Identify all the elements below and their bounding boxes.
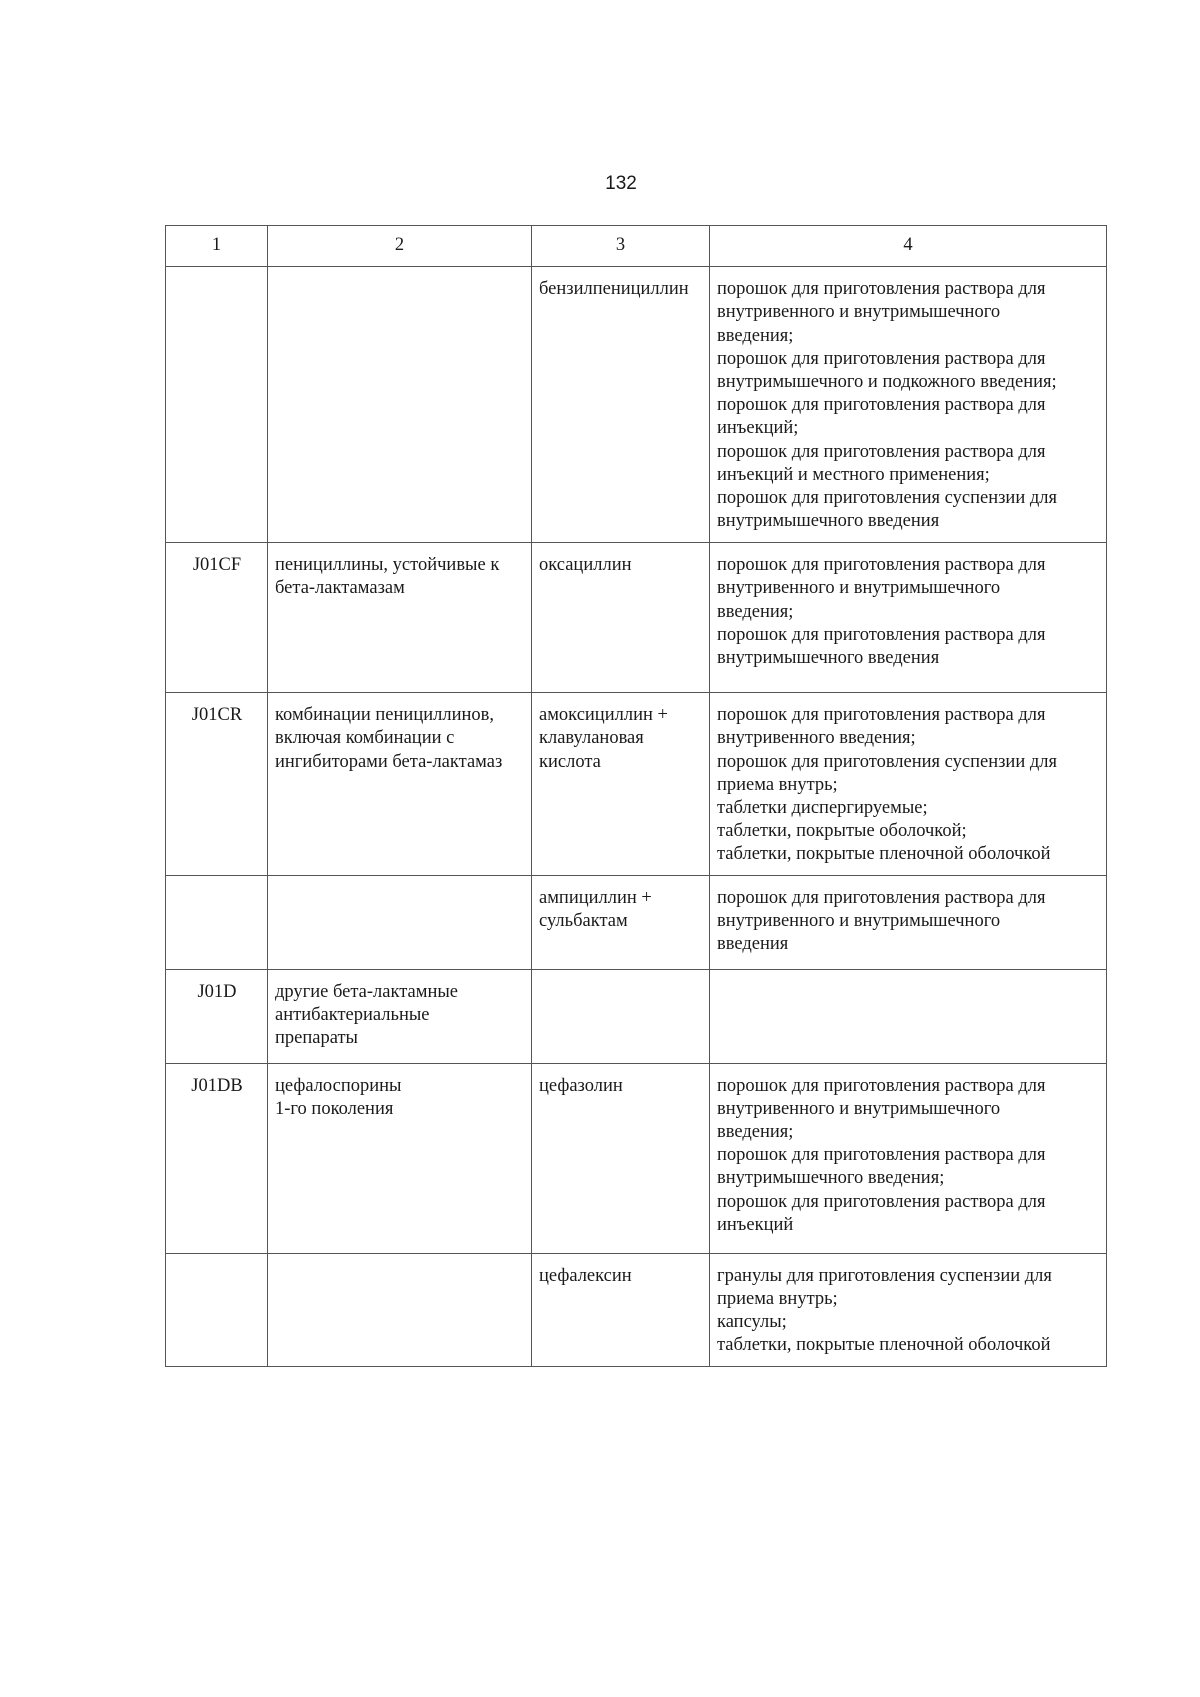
atc-code-cell: J01CF bbox=[166, 543, 268, 693]
cell-text-line: порошок для приготовления раствора для bbox=[717, 1145, 1046, 1166]
cell-text-line: кислота bbox=[539, 751, 601, 772]
cell-text-line: порошок для приготовления раствора для bbox=[717, 441, 1046, 462]
group-name-cell bbox=[268, 543, 532, 693]
cell-text-line: таблетки, покрытые пленочной оболочкой bbox=[717, 1335, 1051, 1356]
page-number: 132 bbox=[605, 173, 637, 194]
cell-text-line: введения; bbox=[717, 1122, 794, 1143]
cell-text-line: порошок для приготовления раствора для bbox=[717, 279, 1046, 300]
cell-text-line: внутримышечного введения; bbox=[717, 1168, 945, 1189]
cell-text-line: комбинации пенициллинов, bbox=[275, 705, 494, 726]
cell-text-line: порошок для приготовления раствора для bbox=[717, 887, 1046, 908]
dosage-forms-cell bbox=[710, 969, 1107, 1063]
group-name-cell bbox=[268, 1063, 532, 1253]
atc-code-cell: J01CR bbox=[166, 693, 268, 875]
cell-text-line: приема внутрь; bbox=[717, 1288, 838, 1309]
cell-text-line: внутривенного и внутримышечного bbox=[717, 910, 1001, 931]
cell-text-line: приема внутрь; bbox=[717, 774, 838, 795]
column-header-4: 4 bbox=[710, 226, 1107, 267]
dosage-forms-cell bbox=[710, 693, 1107, 875]
atc-code-cell bbox=[166, 267, 268, 543]
column-header-2: 2 bbox=[268, 226, 532, 267]
cell-text-line: бензилпенициллин bbox=[539, 279, 689, 300]
cell-text-line: инъекций и местного применения; bbox=[717, 464, 990, 485]
cell-text-line: порошок для приготовления раствора для bbox=[717, 555, 1046, 576]
cell-text-line: другие бета-лактамные bbox=[275, 981, 459, 1002]
cell-text-line: порошок для приготовления раствора для bbox=[717, 1075, 1046, 1096]
cell-text-line: цефалоспорины bbox=[275, 1075, 402, 1096]
drug-name-cell bbox=[532, 1063, 710, 1253]
drug-table bbox=[165, 225, 1107, 1367]
drug-name-cell bbox=[532, 1253, 710, 1366]
cell-text-line: инъекций; bbox=[717, 418, 799, 439]
cell-text-line: бета-лактамазам bbox=[275, 578, 405, 599]
cell-text-line: цефалексин bbox=[539, 1265, 632, 1286]
group-name-cell bbox=[268, 875, 532, 969]
column-header-1: 1 bbox=[166, 226, 268, 267]
cell-text-line: таблетки, покрытые пленочной оболочкой bbox=[717, 844, 1051, 865]
group-name-cell bbox=[268, 693, 532, 875]
cell-text-line: амоксициллин + bbox=[539, 705, 668, 726]
group-name-cell bbox=[268, 969, 532, 1063]
cell-text-line: внутривенного введения; bbox=[717, 728, 916, 749]
dosage-forms-cell bbox=[710, 543, 1107, 693]
cell-text-line: внутримышечного и подкожного введения; bbox=[717, 372, 1057, 393]
table-header-row bbox=[166, 226, 1107, 267]
table-row bbox=[166, 969, 1107, 1063]
column-header-3: 3 bbox=[532, 226, 710, 267]
cell-text-line: препараты bbox=[275, 1028, 358, 1049]
dosage-forms-cell bbox=[710, 1063, 1107, 1253]
table-row bbox=[166, 543, 1107, 693]
cell-text-line: порошок для приготовления раствора для bbox=[717, 395, 1046, 416]
table-row bbox=[166, 875, 1107, 969]
cell-text-line: порошок для приготовления раствора для bbox=[717, 624, 1046, 645]
cell-text-line: внутривенного и внутримышечного bbox=[717, 578, 1001, 599]
cell-text-line: таблетки диспергируемые; bbox=[717, 798, 928, 819]
atc-code-cell bbox=[166, 875, 268, 969]
cell-text-line: антибактериальные bbox=[275, 1004, 430, 1025]
group-name-cell bbox=[268, 267, 532, 543]
cell-text-line: внутримышечного введения bbox=[717, 511, 940, 532]
cell-text-line: введения; bbox=[717, 325, 794, 346]
cell-text-line: внутривенного и внутримышечного bbox=[717, 1098, 1001, 1119]
cell-text-line: 1-го поколения bbox=[275, 1098, 394, 1119]
cell-text-line: инъекций bbox=[717, 1214, 794, 1235]
table-row bbox=[166, 1063, 1107, 1253]
drug-name-cell bbox=[532, 267, 710, 543]
table-body bbox=[166, 267, 1107, 1366]
cell-text-line: порошок для приготовления раствора для bbox=[717, 705, 1046, 726]
cell-text-line: включая комбинации с bbox=[275, 728, 455, 749]
cell-text-line: сульбактам bbox=[539, 910, 628, 931]
cell-text-line: внутримышечного введения bbox=[717, 648, 940, 669]
cell-text-line: введения; bbox=[717, 601, 794, 622]
drug-name-cell bbox=[532, 693, 710, 875]
cell-text-line: порошок для приготовления суспензии для bbox=[717, 751, 1058, 772]
drug-name-cell bbox=[532, 543, 710, 693]
table-row bbox=[166, 267, 1107, 543]
group-name-cell bbox=[268, 1253, 532, 1366]
atc-code-cell: J01DB bbox=[166, 1063, 268, 1253]
cell-text-line: внутривенного и внутримышечного bbox=[717, 302, 1001, 323]
cell-text-line: капсулы; bbox=[717, 1312, 787, 1333]
cell-text-line: введения bbox=[717, 934, 789, 955]
table-row bbox=[166, 1253, 1107, 1366]
cell-text-line: порошок для приготовления суспензии для bbox=[717, 488, 1058, 509]
cell-text-line: оксациллин bbox=[539, 555, 632, 576]
atc-code-cell bbox=[166, 1253, 268, 1366]
dosage-forms-cell bbox=[710, 1253, 1107, 1366]
table-row bbox=[166, 693, 1107, 875]
cell-text-line: клавулановая bbox=[539, 728, 644, 749]
drug-name-cell bbox=[532, 875, 710, 969]
cell-text-line: ампициллин + bbox=[539, 887, 652, 908]
cell-text-line: цефазолин bbox=[539, 1075, 623, 1096]
dosage-forms-cell bbox=[710, 267, 1107, 543]
cell-text-line: порошок для приготовления раствора для bbox=[717, 348, 1046, 369]
dosage-forms-cell bbox=[710, 875, 1107, 969]
drug-name-cell bbox=[532, 969, 710, 1063]
cell-text-line: ингибиторами бета-лактамаз bbox=[275, 751, 503, 772]
cell-text-line: пенициллины, устойчивые к bbox=[275, 555, 500, 576]
cell-text-line: гранулы для приготовления суспензии для bbox=[717, 1265, 1052, 1286]
atc-code-cell: J01D bbox=[166, 969, 268, 1063]
cell-text-line: таблетки, покрытые оболочкой; bbox=[717, 821, 967, 842]
cell-text-line: порошок для приготовления раствора для bbox=[717, 1191, 1046, 1212]
